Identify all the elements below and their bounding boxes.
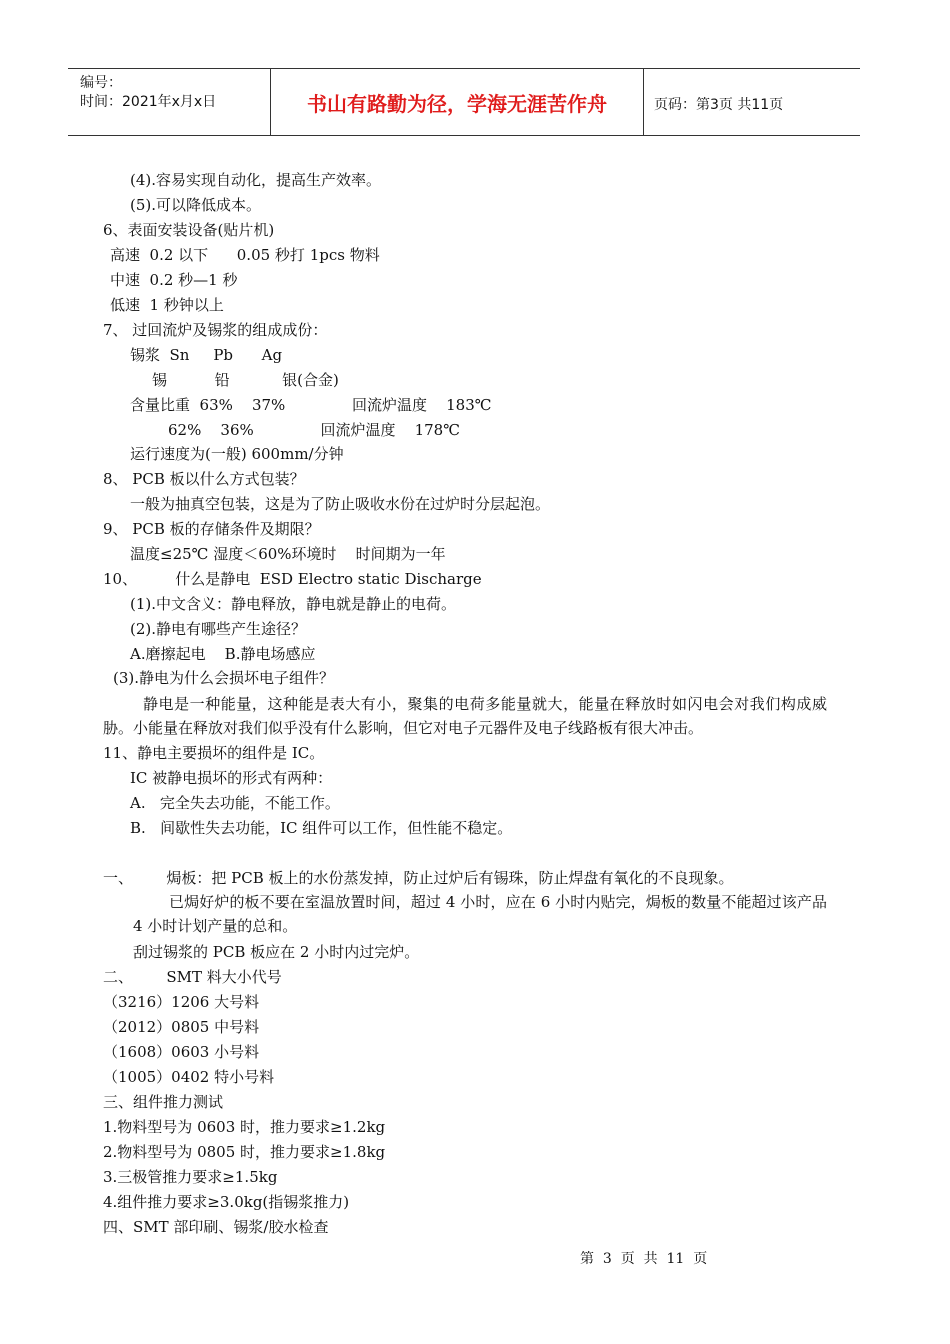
section-heading: 三、组件推力测试 bbox=[103, 1093, 224, 1111]
header-motto: 书山有路勤为径，学海无涯苦作舟 bbox=[307, 92, 607, 116]
text-line: (2).静电有哪些产生途径？ bbox=[130, 620, 307, 638]
text-line: A. 完全失去功能，不能工作。 bbox=[130, 794, 340, 812]
text-line: （3216）1206 大号料 bbox=[103, 993, 260, 1011]
text-line: 4.组件推力要求≥3.0kg(指锡浆推力) bbox=[103, 1193, 350, 1211]
text-line: 一般为抽真空包装，这是为了防止吸收水份在过炉时分层起泡。 bbox=[130, 495, 551, 513]
text-line: （2012）0805 中号料 bbox=[103, 1018, 260, 1036]
text-line: 高速 0.2 以下 0.05 秒打 1pcs 物料 bbox=[110, 246, 380, 264]
text-line: (4).容易实现自动化，提高生产效率。 bbox=[130, 171, 382, 189]
header-divider-right bbox=[643, 69, 644, 135]
text-line: （1608）0603 小号料 bbox=[103, 1043, 260, 1061]
text-line: 锡 铅 银(合金) bbox=[152, 371, 339, 389]
section-heading: 一、 焗板：把 PCB 板上的水份蒸发掉，防止过炉后有锡珠，防止焊盘有氧化的不良现象。 bbox=[103, 869, 734, 887]
text-line: IC 被静电损坏的形式有两种： bbox=[130, 769, 333, 787]
header-top-rule bbox=[68, 68, 860, 69]
section-heading: 四、SMT 部印刷、锡浆/胶水检查 bbox=[103, 1218, 329, 1236]
section-heading: 11、静电主要损坏的组件是 IC。 bbox=[103, 744, 325, 762]
text-line: 刮过锡浆的 PCB 板应在 2 小时内过完炉。 bbox=[133, 943, 420, 961]
text-line: 低速 1 秒钟以上 bbox=[110, 296, 224, 314]
header-bottom-rule bbox=[68, 135, 860, 136]
section-heading: 9、 PCB 板的存储条件及期限？ bbox=[103, 520, 320, 538]
paragraph-static-energy: 静电是一种能量，这种能是表大有小，聚集的电荷多能量就大，能量在释放时如闪电会对我们构成威胁。小能量在释放对我们似乎没有什么影响，但它对电子元器件及电子线路板有很大冲击。 bbox=[103, 695, 827, 737]
text-line: 温度≤25℃ 湿度＜60%环境时 时间期为一年 bbox=[130, 545, 446, 563]
text-line: （1005）0402 特小号料 bbox=[103, 1068, 275, 1086]
section-heading: 6、表面安装设备(贴片机) bbox=[103, 221, 275, 239]
text-line: A.磨擦起电 B.静电场感应 bbox=[130, 645, 316, 663]
text-line: 1.物料型号为 0603 时，推力要求≥1.2kg bbox=[103, 1118, 386, 1136]
text-line: 中速 0.2 秒—1 秒 bbox=[110, 271, 238, 289]
paragraph-baking: 已焗好炉的板不要在室温放置时间，超过 4 小时，应在 6 小时内贴完，焗板的数量不能超过该产品 4 小时计划产量的总和。 bbox=[133, 893, 827, 935]
page-footer: 第 3 页 共 11 页 bbox=[580, 1251, 708, 1267]
section-heading: 7、 过回流炉及锡浆的组成成份： bbox=[103, 321, 328, 339]
text-line: 62% 36% 回流炉温度 178℃ bbox=[168, 421, 460, 439]
text-line: (3).静电为什么会损坏电子组件？ bbox=[113, 669, 335, 687]
text-line: (5).可以降低成本。 bbox=[130, 196, 262, 214]
header-time-label: 时间：2021年x月x日 bbox=[80, 94, 217, 110]
header-number-label: 编号： bbox=[80, 75, 122, 91]
text-line: 3.三极管推力要求≥1.5kg bbox=[103, 1168, 278, 1186]
text-line: 运行速度为(一般) 600mm/分钟 bbox=[130, 445, 344, 463]
section-heading: 二、 SMT 料大小代号 bbox=[103, 968, 282, 986]
section-heading: 10、 什么是静电 ESD Electro static Discharge bbox=[103, 570, 482, 588]
section-heading: 8、 PCB 板以什么方式包装？ bbox=[103, 470, 305, 488]
header-page-info: 页码：第3页 共11页 bbox=[654, 97, 784, 113]
text-line: 2.物料型号为 0805 时，推力要求≥1.8kg bbox=[103, 1143, 386, 1161]
text-line: (1).中文含义：静电释放，静电就是静止的电荷。 bbox=[130, 595, 457, 613]
text-line: 锡浆 Sn Pb Ag bbox=[130, 346, 283, 364]
text-line: B. 间歇性失去功能，IC 组件可以工作，但性能不稳定。 bbox=[130, 819, 513, 837]
text-line: 含量比重 63% 37% 回流炉温度 183℃ bbox=[130, 396, 492, 414]
header-divider-left bbox=[270, 69, 271, 135]
